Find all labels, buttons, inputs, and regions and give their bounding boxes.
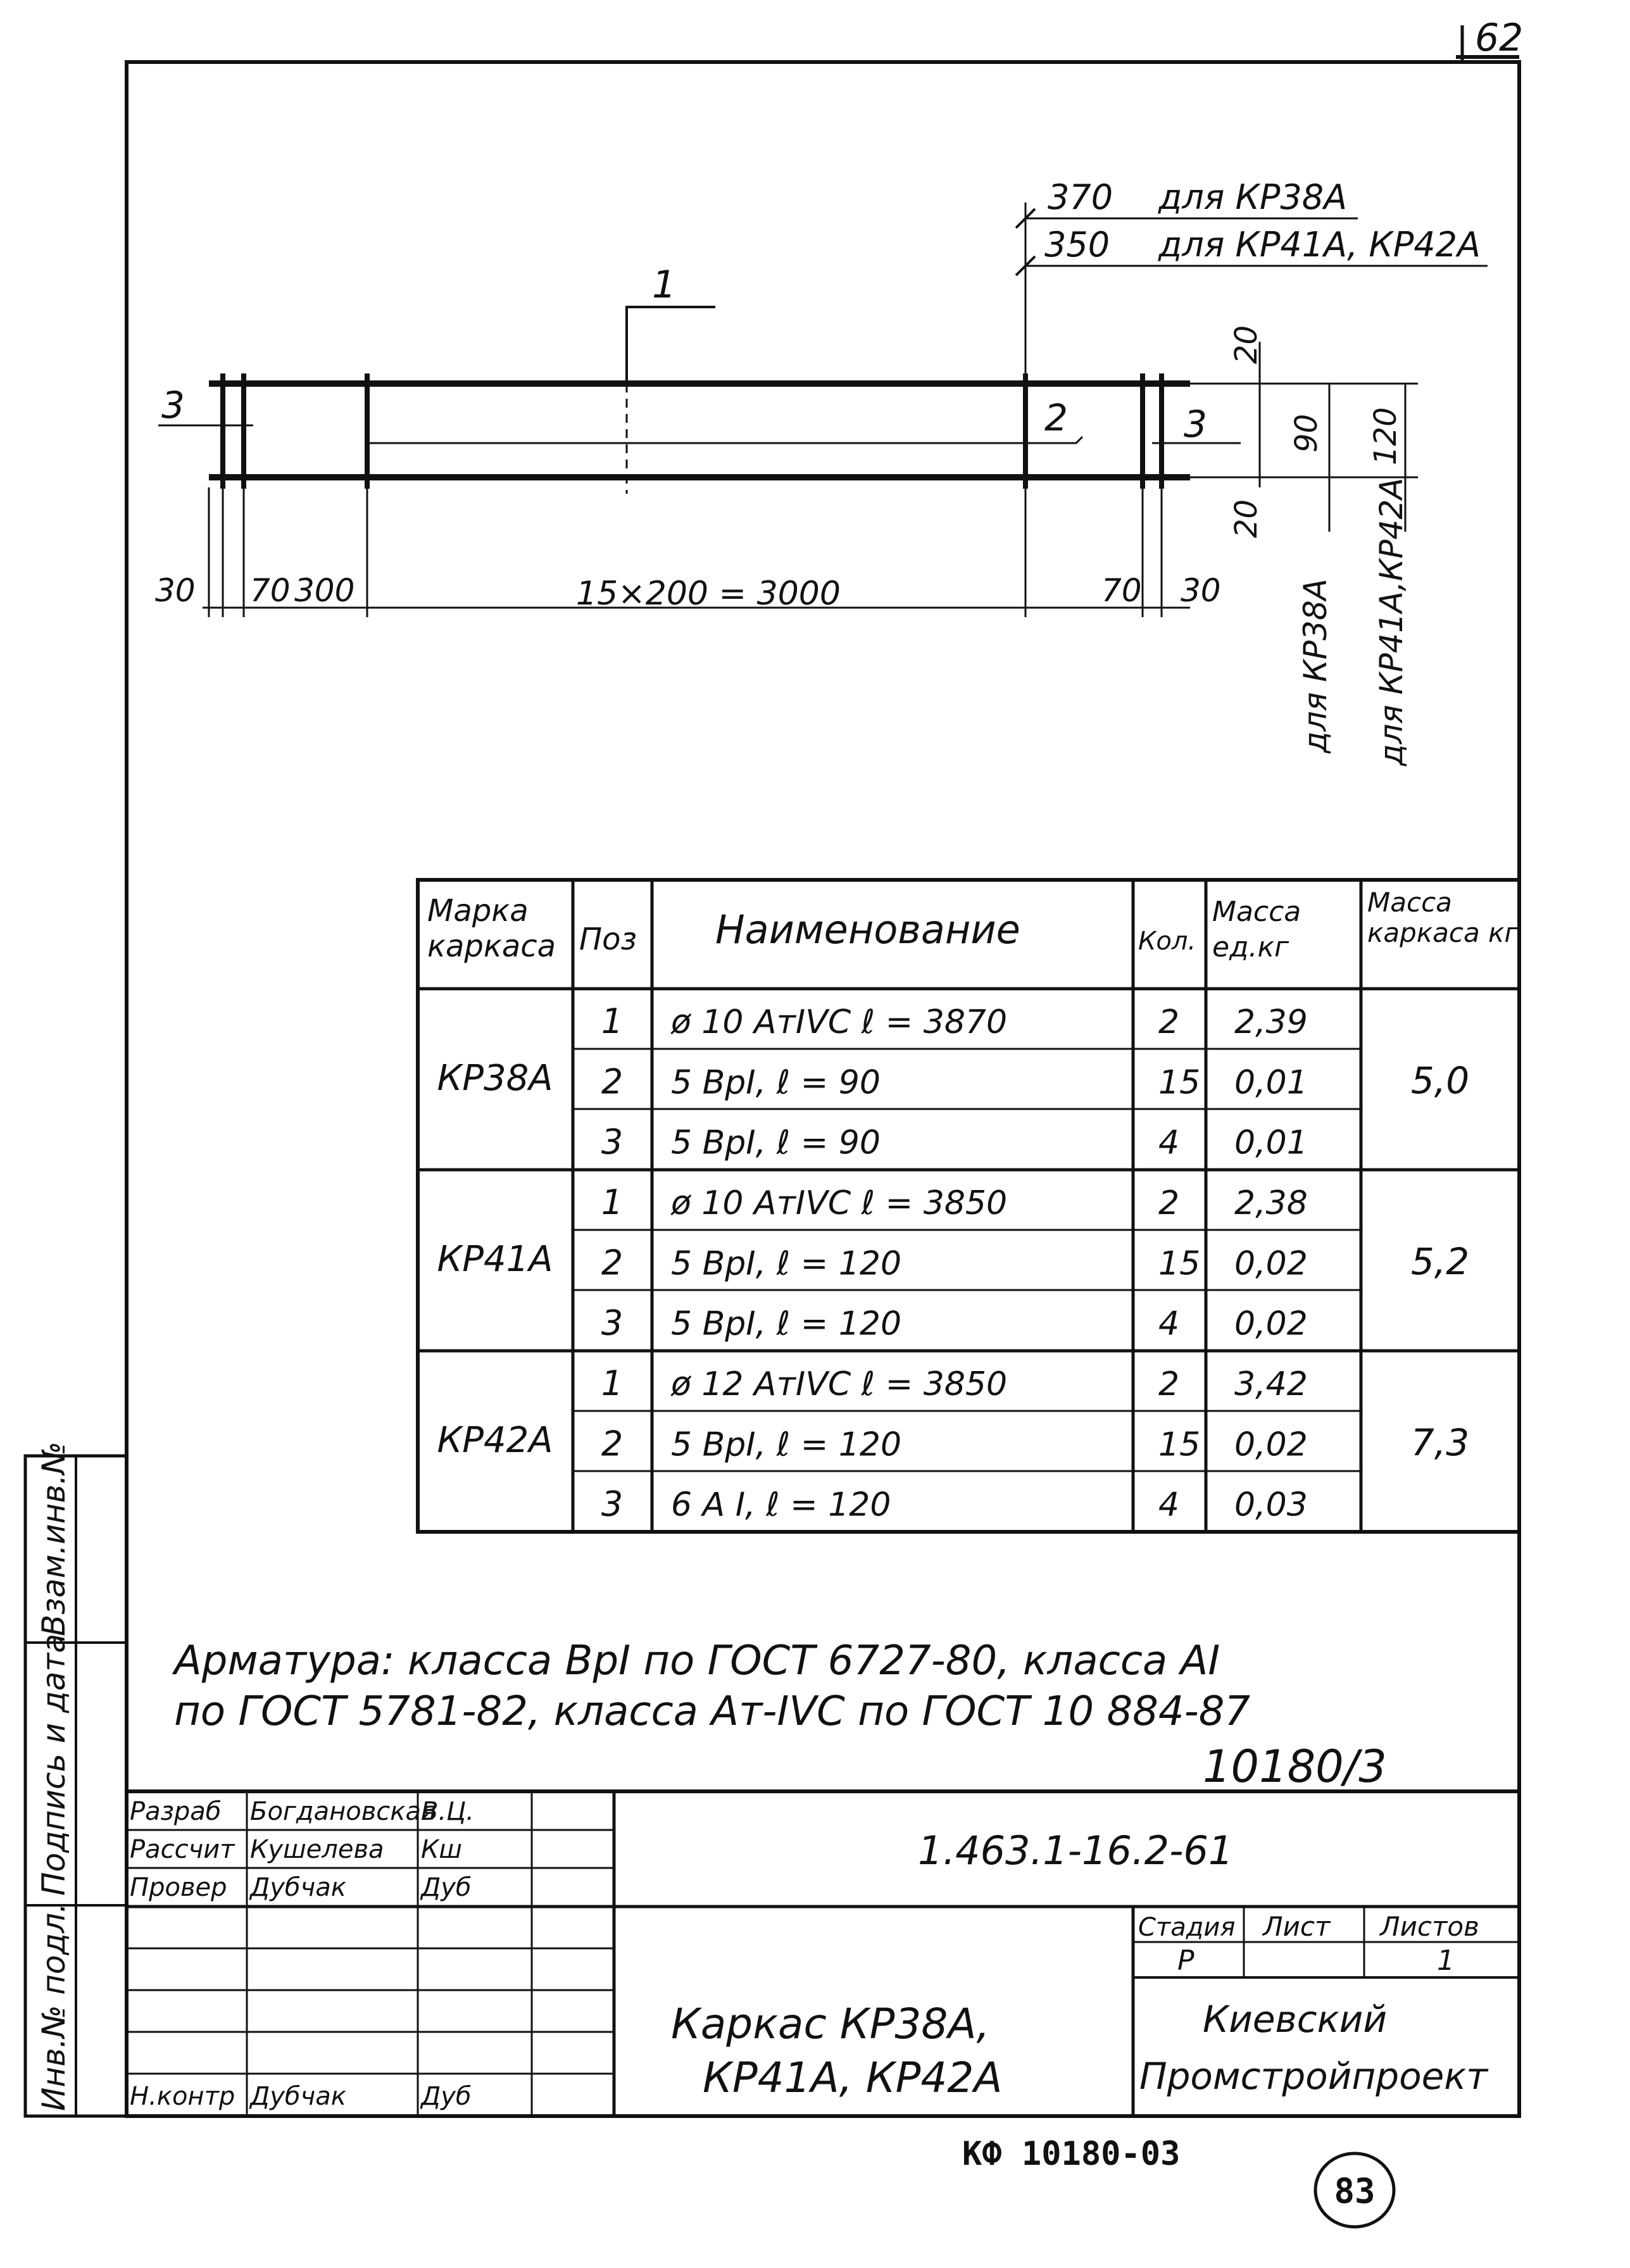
table-frame-mass: 5,2 [1410, 1240, 1470, 1283]
dim-350-note: для КР41А, КР42А [1158, 225, 1481, 265]
sheets-label: Листов [1380, 1911, 1479, 1942]
corner-mark: 62 [1475, 16, 1524, 60]
page-number: 83 [1334, 2171, 1376, 2211]
side-podpis-data: Подпись и дата [35, 1633, 72, 1896]
mark-2: 2 [1044, 396, 1068, 439]
org-line-2: Промстройпроект [1139, 2055, 1488, 2098]
table-header [427, 887, 1519, 964]
table-frame-mass: 5,0 [1410, 1059, 1470, 1102]
doc-code: 1.463.1-16.2-61 [918, 1827, 1234, 1874]
role-label: Разраб [130, 1797, 222, 1826]
title-line-2: КР41А, КР42А [703, 2053, 1003, 2102]
table-row-mass: 0,02 [1234, 1305, 1308, 1343]
title-block [127, 1791, 1519, 2116]
table-row-pos: 3 [601, 1303, 624, 1343]
mark-1: 1 [652, 263, 677, 307]
header-qty: Кол. [1138, 927, 1196, 956]
side-vzam-inv: Взам.инв.№ [35, 1441, 72, 1636]
note-kr41: для КР41А,КР42А [1373, 477, 1410, 766]
table-row-name: 5 ВрI, ℓ = 120 [671, 1244, 902, 1283]
header-pos: Поз [579, 922, 637, 957]
roles-list [130, 1797, 474, 2111]
table-row-name: 6 А I, ℓ = 120 [671, 1486, 891, 1524]
archive-number: 10180/3 [1203, 1741, 1387, 1793]
dim-350: 350 [1044, 225, 1110, 265]
table-row-qty: 15 [1158, 1063, 1201, 1102]
role-signature: Дуб [421, 1873, 472, 1902]
role-name: Дубчак [250, 1873, 346, 1902]
note-line-1: Арматура: класса ВрI по ГОСТ 6727-80, класса АI [174, 1638, 1220, 1684]
table-row-qty: 15 [1158, 1244, 1201, 1283]
table-row-name: 5 ВрI, ℓ = 90 [671, 1063, 881, 1102]
table-row-qty: 4 [1158, 1486, 1180, 1524]
spec-table [418, 880, 1519, 1532]
role-name: Богдановская [250, 1797, 437, 1826]
table-row-qty: 2 [1158, 1365, 1180, 1403]
stage-value: Р [1177, 1945, 1194, 1977]
table-row-pos: 3 [601, 1122, 624, 1162]
dim-span: 15×200 = 3000 [576, 575, 841, 613]
dim-30-right: 30 [1181, 572, 1221, 609]
header-name: Наименование [715, 906, 1020, 953]
role-name: Кушелева [250, 1835, 384, 1864]
table-frame-mark: КР42А [437, 1420, 553, 1461]
dim-70-left: 70 [250, 572, 291, 609]
table-row-name: ø 12 АтIVС ℓ = 3850 [671, 1365, 1008, 1403]
dim-370: 370 [1048, 177, 1113, 217]
role-label: Н.контр [130, 2082, 235, 2111]
dim-20-top: 20 [1229, 325, 1264, 364]
table-frame-mass: 7,3 [1410, 1421, 1470, 1464]
dim-30-left: 30 [155, 572, 196, 609]
dim-370-note: для КР38А [1158, 177, 1348, 217]
table-row-qty: 4 [1158, 1124, 1180, 1162]
stage-label: Стадия [1138, 1913, 1236, 1942]
table-row-pos: 2 [601, 1062, 624, 1102]
table-row-name: ø 10 АтIVС ℓ = 3850 [671, 1184, 1008, 1222]
org-line-1: Киевский [1203, 1998, 1388, 2041]
side-stamp [25, 1441, 127, 2116]
header-mass-unit: Масса ед.кг [1212, 896, 1301, 963]
table-row-mass: 0,01 [1234, 1063, 1308, 1102]
table-row-name: 5 ВрI, ℓ = 90 [671, 1124, 881, 1162]
footer-stamp: КФ 10180-03 [962, 2135, 1181, 2173]
mark-3-left: 3 [161, 384, 185, 427]
frame-drawing [155, 177, 1488, 767]
table-body [437, 1001, 1469, 1524]
table-row-name: 5 ВрI, ℓ = 120 [671, 1305, 902, 1343]
role-name: Дубчак [250, 2082, 346, 2111]
role-signature: Дуб [421, 2082, 472, 2111]
table-row-qty: 15 [1158, 1425, 1201, 1464]
table-row-pos: 2 [601, 1243, 624, 1283]
table-frame-mark: КР38А [437, 1058, 553, 1099]
table-row-pos: 1 [601, 1182, 624, 1222]
note-line-2: по ГОСТ 5781-82, класса Ат-IVС по ГОСТ 10 884-87 [174, 1688, 1251, 1735]
table-row-mass: 0,01 [1234, 1124, 1308, 1162]
table-row-pos: 2 [601, 1424, 624, 1464]
dim-70-right: 70 [1101, 572, 1142, 609]
table-row-pos: 1 [601, 1363, 624, 1403]
sheet-label: Лист [1263, 1911, 1331, 1942]
dim-90: 90 [1289, 413, 1324, 453]
dim-300: 300 [294, 572, 355, 609]
table-row-name: 5 ВрI, ℓ = 120 [671, 1425, 902, 1464]
table-row-mass: 3,42 [1234, 1365, 1308, 1403]
notes [172, 1638, 1387, 1793]
note-kr38: для КР38А [1297, 579, 1334, 753]
role-label: Рассчит [130, 1835, 235, 1864]
header-mass-frame: Масса каркаса кг [1367, 887, 1519, 948]
mark-3-right: 3 [1184, 403, 1207, 446]
table-row-mass: 0,02 [1234, 1425, 1308, 1464]
table-row-mass: 0,02 [1234, 1244, 1308, 1283]
dim-20-bottom: 20 [1229, 499, 1264, 538]
title-line-1: Каркас КР38А, [671, 2000, 990, 2048]
table-row-mass: 2,39 [1234, 1003, 1308, 1041]
table-row-mass: 2,38 [1234, 1184, 1308, 1222]
side-inv-podl: Инв.№ подл. [35, 1902, 72, 2111]
table-row-qty: 2 [1158, 1184, 1180, 1222]
table-frame-mark: КР41А [437, 1239, 553, 1280]
table-row-pos: 3 [601, 1484, 624, 1524]
footer [962, 2135, 1394, 2227]
table-row-qty: 2 [1158, 1003, 1180, 1041]
table-row-pos: 1 [601, 1001, 624, 1041]
header-mark: Марка каркаса [427, 893, 556, 964]
table-row-qty: 4 [1158, 1305, 1180, 1343]
role-signature: В.Ц. [421, 1797, 474, 1826]
sheets-value: 1 [1437, 1945, 1455, 1977]
table-row-mass: 0,03 [1234, 1486, 1308, 1524]
role-label: Провер [130, 1873, 227, 1902]
dim-120: 120 [1368, 407, 1403, 465]
role-signature: Кш [421, 1835, 462, 1864]
table-row-name: ø 10 АтIVС ℓ = 3870 [671, 1003, 1008, 1041]
